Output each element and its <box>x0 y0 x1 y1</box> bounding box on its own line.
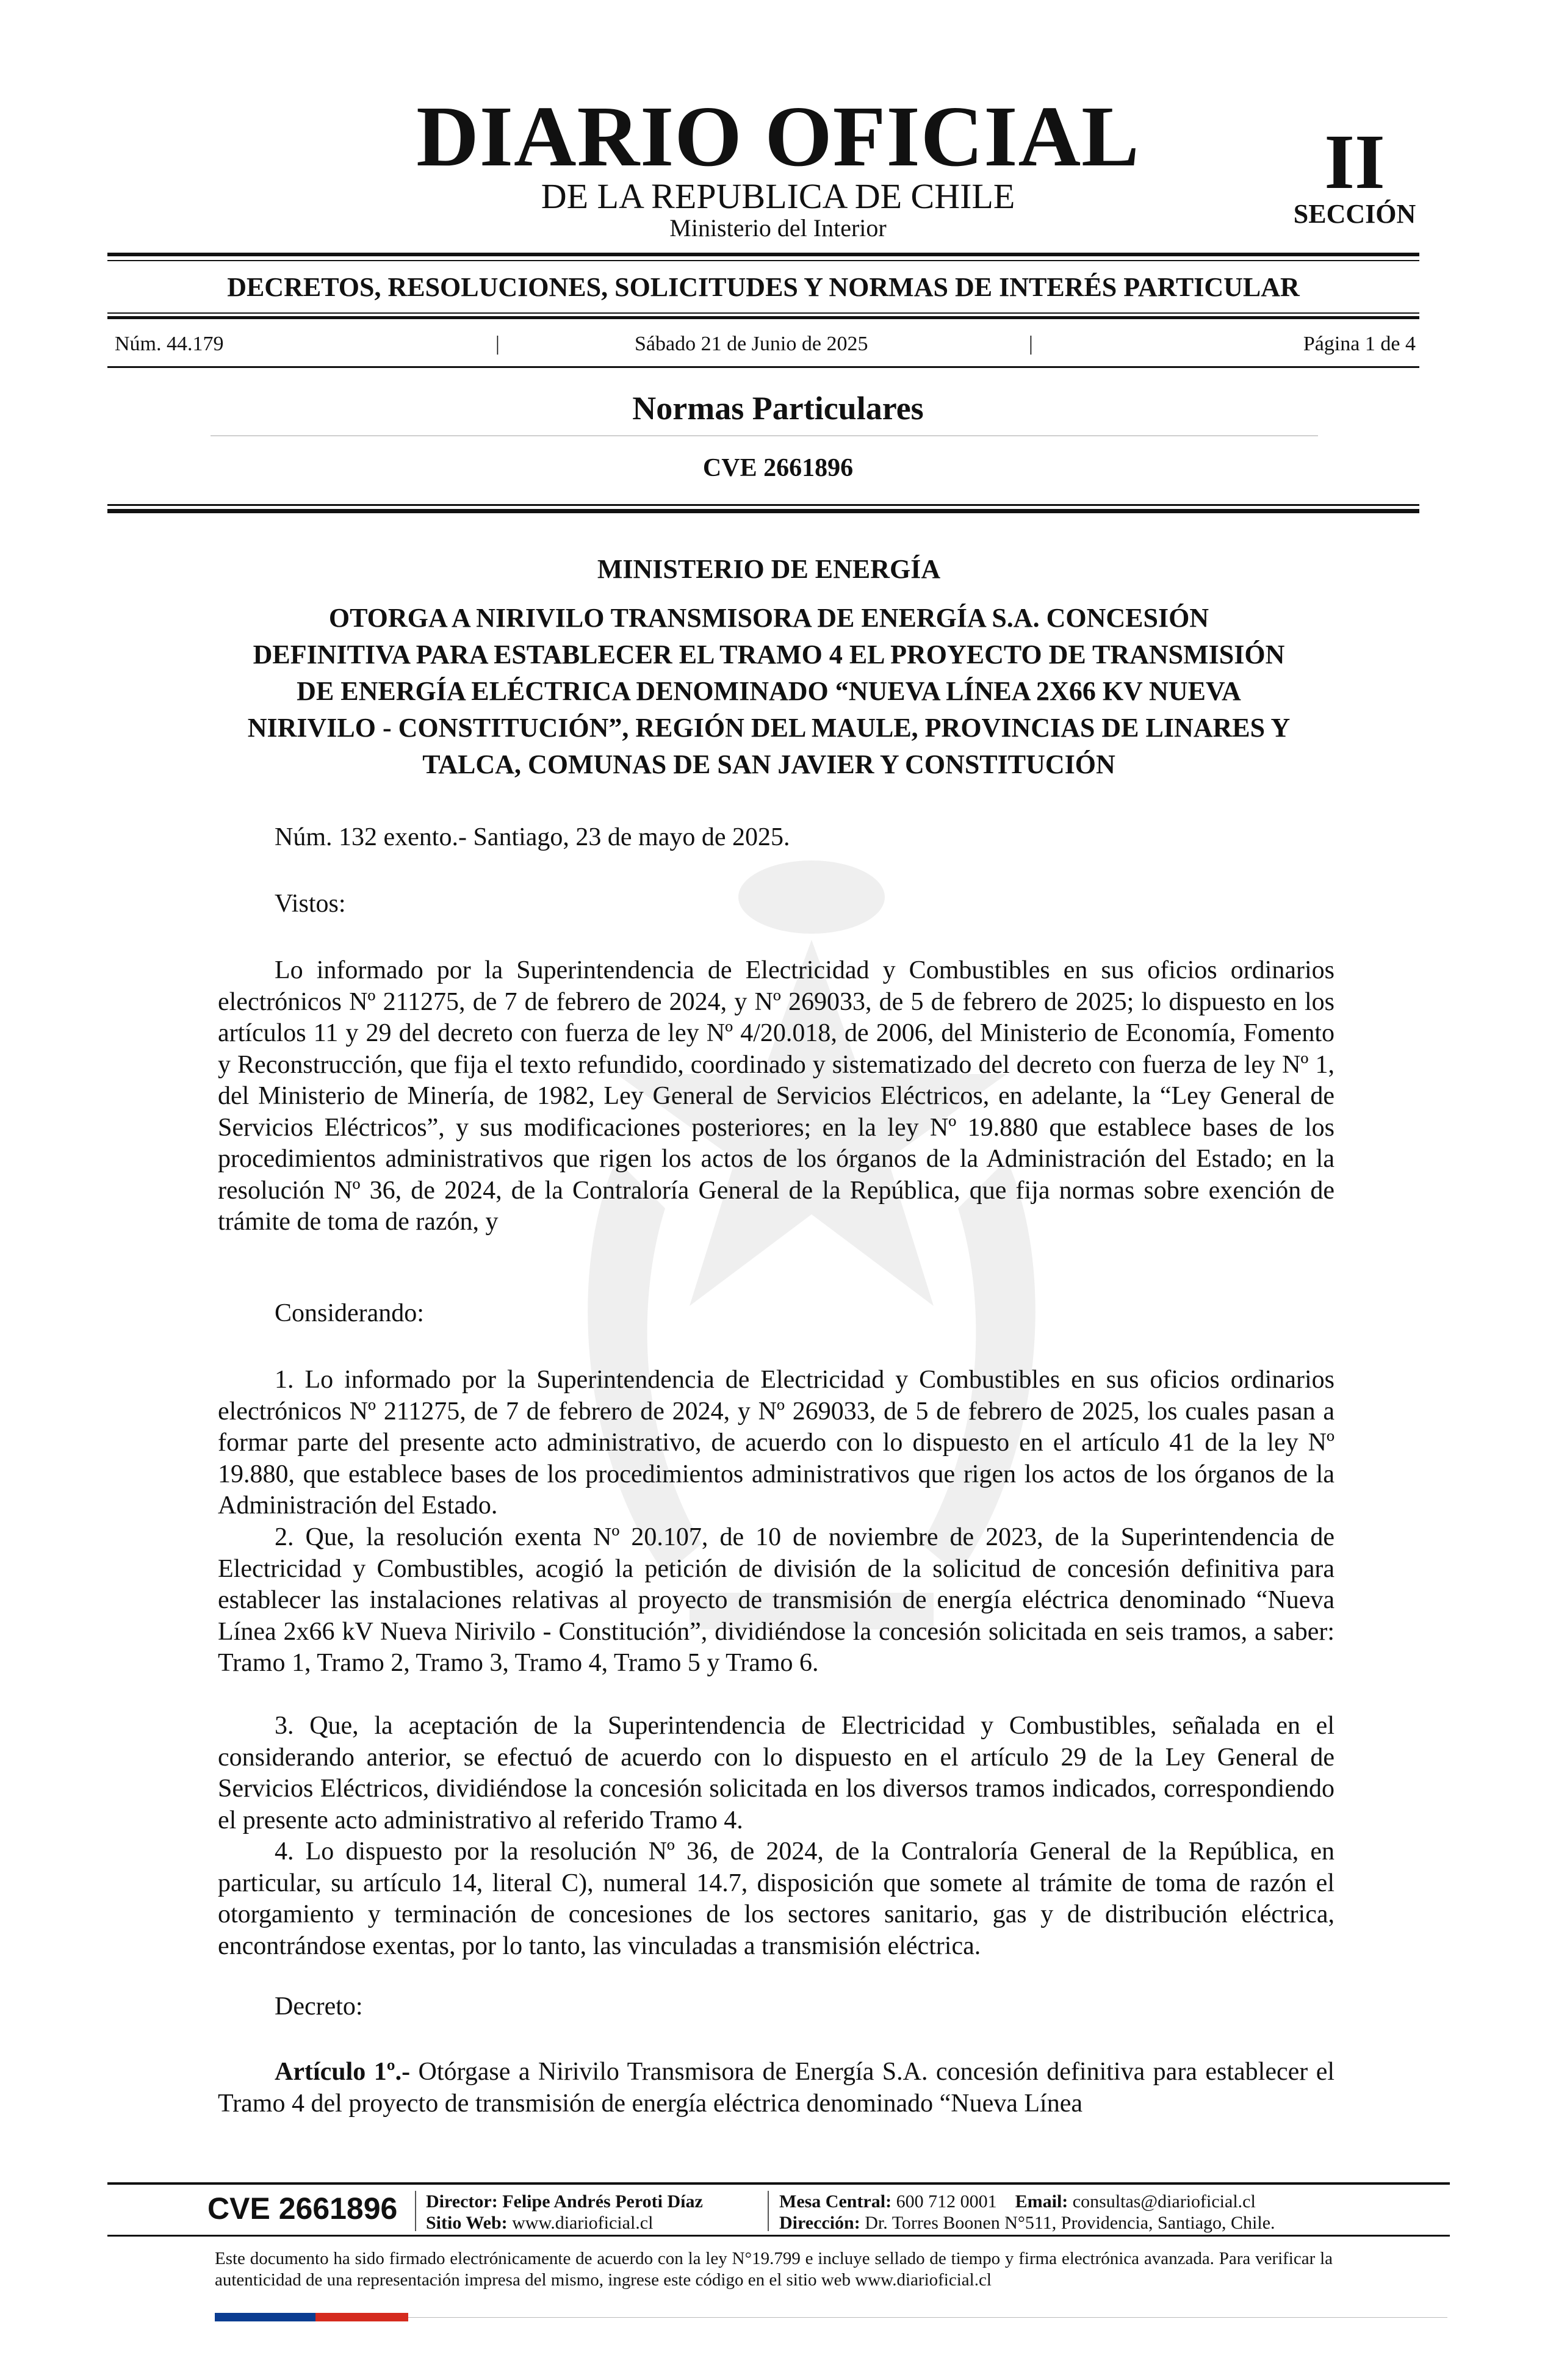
document-title-line: TALCA, COMUNAS DE SAN JAVIER Y CONSTITUCIÓN <box>422 749 1115 779</box>
document-title-line: NIRIVILO - CONSTITUCIÓN”, REGIÓN DEL MAULE, PROVINCIAS DE LINARES Y <box>247 713 1291 743</box>
issue-date: Sábado 21 de Junio de 2025 <box>635 333 868 355</box>
flag-stripe-red <box>315 2313 408 2321</box>
newspaper-subtitle: DE LA REPUBLICA DE CHILE <box>541 176 1015 216</box>
footer-contact: Mesa Central: 600 712 0001 Email: consultas@diarioficial.cl <box>779 2191 1256 2212</box>
considerando-item: 1. Lo informado por la Superintendencia de Electricidad y Combustibles en sus oficios ordinarios electrónicos Nº 211275, de 7 de febrero de 2024, y Nº 269033, de 5 de febrero de 2025, los cuales pasan a formar parte del presente acto administrativo, de acuerdo con lo dispuesto en el artículo 41 de la ley Nº 19.880, que establece bases de los procedimientos administrativos que rigen los actos de los órganos de la Administración del Estado. <box>218 1366 1334 1520</box>
header-rule-thick <box>107 253 1419 256</box>
document-title-line: DEFINITIVA PARA ESTABLECER EL TRAMO 4 EL PROYECTO DE TRANSMISIÓN <box>253 640 1285 669</box>
article-label: Artículo 1º.- <box>275 2058 411 2086</box>
footer-rule <box>107 2235 1450 2237</box>
section-label: SECCIÓN <box>1293 199 1416 229</box>
website-link[interactable]: www.diarioficial.cl <box>512 2213 654 2233</box>
footer-address: Dirección: Dr. Torres Boonen N°511, Providencia, Santiago, Chile. <box>779 2213 1275 2233</box>
considerando-item: 3. Que, la aceptación de la Superintendencia de Electricidad y Combustibles, señalada en el considerando anterior, se efectuó de acuerdo con lo dispuesto en el artículo 29 de la Ley General de Servicios Eléctricos, dividiéndose la concesión solicitada en los diversos tramos indicados, correspondiendo el presente acto administrativo al referido Tramo 4. <box>218 1712 1334 1834</box>
considerando-item: 2. Que, la resolución exenta Nº 20.107, de 10 de noviembre de 2023, de la Superintendencia de Electricidad y Combustibles, acogió la petición de división de la solicitud de concesión definitiva para establecer las instalaciones relativas al proyecto de transmisión de energía eléctrica denominado “Nueva Línea 2x66 kV Nueva Nirivilo - Constitución”, dividiéndose la concesión solicitada en seis tramos, a saber: Tramo 1, Tramo 2, Tramo 3, Tramo 4, Tramo 5 y Tramo 6. <box>218 1523 1334 1677</box>
email-link[interactable]: consultas@diarioficial.cl <box>1072 2191 1256 2212</box>
vistos-paragraph: Lo informado por la Superintendencia de Electricidad y Combustibles en sus oficios ordinarios electrónicos Nº 211275, de 7 de febrero de 2024, y Nº 269033, de 5 de febrero de 2025; lo dispuesto en los artículos 11 y 29 del decreto con fuerza de ley Nº 4/20.018, de 2006, del Ministerio de Economía, Fomento y Reconstrucción, que fija el texto refundido, coordinado y sistematizado del decreto con fuerza de ley Nº 1, del Ministerio de Minería, de 1982, Ley General de Servicios Eléctricos, en adelante, la “Ley General de Servicios Eléctricos”, y sus modificaciones posteriores; en la ley Nº 19.880 que establece bases de los procedimientos administrativos que rigen los actos de los órganos de la Administración del Estado; en la resolución Nº 36, de 2024, de la Contraloría General de la República, que fija normas sobre exención de trámite de toma de razón, y <box>218 956 1334 1236</box>
section-rule-thin <box>107 504 1419 506</box>
section-number: II <box>1324 118 1385 205</box>
document-ministry: MINISTERIO DE ENERGÍA <box>597 554 941 584</box>
considerando-item: 4. Lo dispuesto por la resolución Nº 36, de 2024, de la Contraloría General de la República, en particular, su artículo 14, literal C), numeral 14.7, disposición que somete al trámite de toma de razón el otorgamiento y terminación de concesiones de los sectores sanitario, gas y de distribución eléctrica, encontrándose exentas, por lo tanto, las vinculadas a transmisión eléctrica. <box>218 1837 1334 1960</box>
flag-stripe-blue <box>215 2313 315 2321</box>
band-rule-thin <box>107 312 1419 314</box>
decree-number-line: Núm. 132 exento.- Santiago, 23 de mayo de 2025. <box>275 823 790 851</box>
decreto-label: Decreto: <box>275 1992 363 2021</box>
cve-code: CVE 2661896 <box>702 454 854 482</box>
header-rule-thin <box>107 260 1419 261</box>
footer-divider <box>768 2191 769 2231</box>
section-title: Normas Particulares <box>632 390 924 427</box>
article-1-paragraph <box>218 2057 1334 2119</box>
meta-separator: | <box>1029 333 1033 355</box>
newspaper-title: DIARIO OFICIAL <box>416 88 1140 184</box>
article-text: Otórgase a Nirivilo Transmisora de Energía S.A. concesión definitiva para establecer el Tramo 4 del proyecto de transmisión de energía eléctrica denominado “Nueva Línea <box>218 2058 1335 2118</box>
footer-director: Director: Felipe Andrés Peroti Díaz <box>426 2191 703 2212</box>
footer-website: Sitio Web: www.diarioficial.cl <box>426 2213 654 2233</box>
signature-notice: Este documento ha sido firmado electrónicamente de acuerdo con la ley N°19.799 e incluye sellado de tiempo y firma electrónica avanzada. Para verificar la autenticidad de una representación impresa del mismo, ingrese este código en el sitio web www.diarioficial.cl <box>215 2249 1333 2290</box>
footer-cve-code: CVE 2661896 <box>207 2191 398 2226</box>
issue-number: Núm. 44.179 <box>115 333 224 355</box>
section-divider <box>211 435 1318 436</box>
meta-separator: | <box>495 333 500 355</box>
meta-rule <box>107 366 1419 368</box>
band-rule-thick <box>107 316 1419 319</box>
considerando-label: Considerando: <box>275 1299 424 1327</box>
document-title-line: DE ENERGÍA ELÉCTRICA DENOMINADO “NUEVA LÍNEA 2X66 KV NUEVA <box>297 676 1241 706</box>
flag-stripe-line <box>408 2317 1447 2318</box>
ministry-line: Ministerio del Interior <box>669 214 887 242</box>
vistos-label: Vistos: <box>275 890 346 918</box>
category-band: DECRETOS, RESOLUCIONES, SOLICITUDES Y NORMAS DE INTERÉS PARTICULAR <box>227 272 1300 302</box>
page-indicator: Página 1 de 4 <box>1303 333 1416 355</box>
document-title-line: OTORGA A NIRIVILO TRANSMISORA DE ENERGÍA S.A. CONCESIÓN <box>328 603 1209 633</box>
footer-divider <box>415 2191 416 2231</box>
section-rule-thick <box>107 509 1419 513</box>
footer-rule <box>107 2182 1450 2185</box>
